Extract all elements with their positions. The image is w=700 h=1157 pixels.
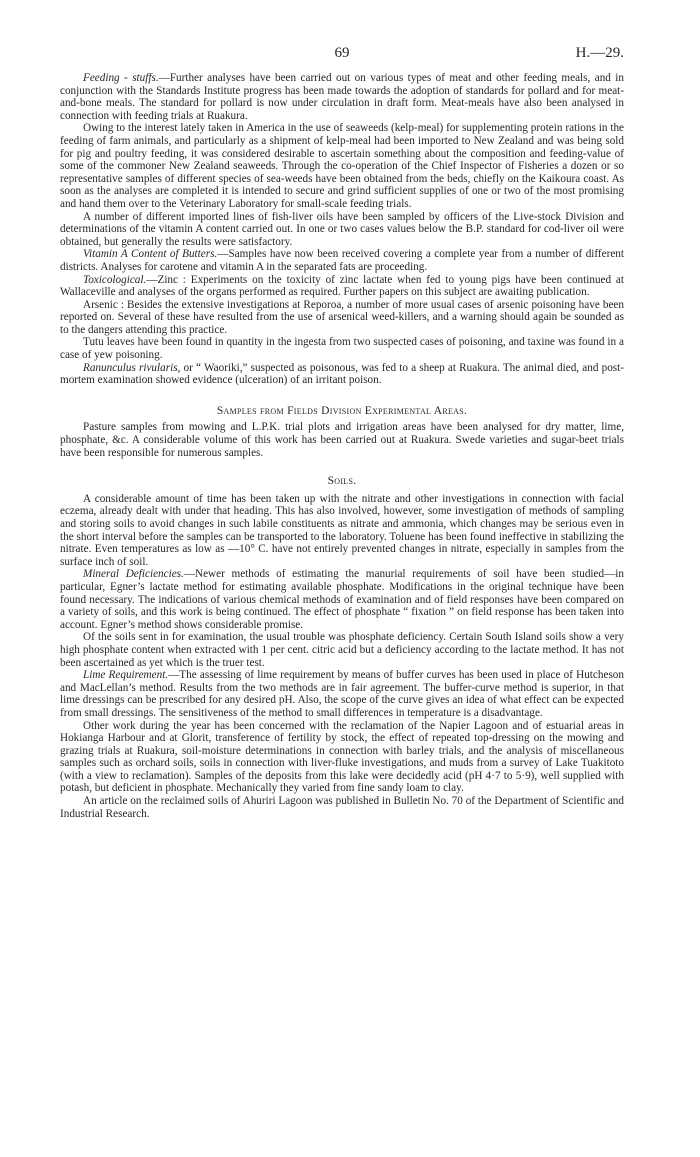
paragraph-text: —Samples have now been received covering a complete year from a number of different districts. Analyses for carotene and vitamin A in the separated fats are proceeding. [60, 248, 625, 273]
paragraph-lead: Ranunculus rivularis, [83, 361, 181, 374]
paragraph-nitrate: A considerable amount of time has been taken up with the nitrate and other investigations in connection with facial eczema, already dealt with under that heading. This has also involved, however, some investigation of methods of sampling and storing soils to avoid changes in such labile constituents as nitrate and ammonia, which changes may be serious even in the short interval before the samples can be transported to the laboratory. Toluene has been found ineffective in stabilizing the nitrate. Even temperatures as low as —10° C. have not entirely prevented changes in nitrate, especially in samples from the surface inch of soil. [60, 492, 624, 568]
paragraph-text: —Further analyses have been carried out on various types of meat and other feeding meals, and in conjunction with the Standards Institute progress has been made towards the adoption of standards for pollard and for meat-and-bone meals. The standard for pollard is now under circulation in draft form. Meat-meals have also been analysed in connection with feeding trials at Ruakura. [60, 72, 624, 122]
page-body [60, 72, 624, 820]
page-number: 69 [334, 45, 350, 61]
paragraph-lead: Toxicological. [83, 273, 147, 286]
section-heading-soils: Soils. [327, 475, 357, 488]
paragraph-text: —Zinc : Experiments on the toxicity of zinc lactate when fed to young pigs have been continued at Wallaceville and analyses of the organs performed as required. Further papers on this subject are awaiting publication. [60, 273, 624, 299]
paragraph-feeding-stuffs [60, 72, 624, 122]
paragraph-pasture-samples: Pasture samples from mowing and L.P.K. trial plots and irrigation areas have been analysed for dry matter, lime, phosphate, &c. A considerable volume of this work has been carried out at Ruakura. Swede varieties and sugar-beet trials have been responsible for numerous samples. [60, 421, 624, 459]
paragraph-tutu: Tutu leaves have been found in quantity in the ingesta from two suspected cases of poisoning, and taxine was found in a case of yew poisoning. [60, 336, 624, 362]
paragraph-ranunculus [60, 362, 624, 387]
paragraph-vitamin-a [60, 248, 624, 273]
page-header [60, 44, 624, 66]
paragraph-lead: Lime Requirement. [83, 669, 169, 682]
paragraph-text: or “ Waoriki,” suspected as poisonous, was fed to a sheep at Ruakura. The animal died, and post-mortem examination showed evidence (ulceration) of an irritant poison. [60, 361, 624, 387]
section-heading-fields-division: Samples from Fields Division Experimental Areas. [216, 404, 468, 417]
paragraph-fish-liver-oils: A number of different imported lines of fish-liver oils have been sampled by officers of the Live-stock Division and determinations of the vitamin A content carried out. In one or two cases values below the B.P. standard for cod-liver oil were obtained, but generally the results were satisfactory. [60, 210, 624, 248]
paragraph-arsenic: Arsenic : Besides the extensive investigations at Reporoa, a number of more usual cases of arsenic poisoning have been reported on. Several of these have resulted from the use of arsenical weed-killers, and a warning should again be sounded as to the dangers attending this practice. [60, 298, 624, 336]
paragraph-seaweeds: Owing to the interest lately taken in America in the use of seaweeds (kelp-meal) for supplementing protein rations in the feeding of farm animals, and particularly as a shipment of kelp-meal had been imported to New Zealand and was being sold for pig and poultry feeding, it was considered desirable to ascertain something about the composition and feeding-value of some of the commoner New Zealand seaweeds. Through the co-operation of the Chief Inspector of Fisheries a dozen or so representative samples of different species of sea-weeds have been obtained from the beds, chiefly on the Kaikoura coast. As soon as the analyses are completed it is intended to secure and grind sufficient supplies of one or two of the most promising and hand them over to the Veterinary Laboratory for small-scale feeding trials. [60, 122, 624, 210]
paragraph-lead: Feeding - stuffs. [83, 72, 159, 84]
paragraph-ahuriri-article: An article on the reclaimed soils of Ahuriri Lagoon was published in Bulletin No. 70 of the Department of Scientific and Industrial Research. [60, 795, 624, 820]
paragraph-toxicological [60, 274, 624, 299]
paragraph-mineral-deficiencies [60, 568, 624, 631]
paragraph-phosphate-deficiency: Of the soils sent in for examination, the usual trouble was phosphate deficiency. Certain South Island soils show a very high phosphate content when extracted with 1 per cent. citric acid but a deficiency according to the lactate method. It has not been ascertained as yet which is the truer test. [60, 631, 624, 669]
paragraph-text: —The assessing of lime requirement by means of buffer curves has been used in place of Hutcheson and MacLellan’s method. Results from the two methods are in fair agreement. The buffer-curve method is superior, in that lime dressings can be prescribed for any desired pH. Also, the scope of the curve gives an idea of what effect can be expected from small dressings. The sensitiveness of the method to small differences in temperature is a disadvantage. [60, 669, 624, 719]
paragraph-other-work: Other work during the year has been concerned with the reclamation of the Napier Lagoon and of estuarial areas in Hokianga Harbour and at Glorit, transference of fertility by stock, the effect of repeated top-dressing on the mowing and grazing trials at Ruakura, soil-moisture determinations in connection with barley trials, and the analysis of miscellaneous samples such as orchard soils, soils in connection with liver-fluke investigations, and muds from a survey of Lake Tuakitoto (with a view to reclamation). Samples of the deposits from this lake were decidedly acid (pH 4·7 to 5·9), well supplied with potash, but deficient in phosphate. Mechanically they varied from fine sandy loam to clay. [60, 719, 624, 795]
paragraph-text: —Newer methods of estimating the manurial requirements of soil have been studied—in particular, Egner’s lactate method for estimating available phosphate. Modifications in the original technique have been found necessary. The indications of various chemical methods of examination and of field responses have been compared on a variety of soils, and this work is being continued. The effect of phosphate “ fixation ” on field response has been taken into account. Egner’s method shows considerable promise. [60, 568, 624, 631]
paragraph-lead: Mineral Deficiencies. [83, 568, 184, 581]
document-reference: H.—29. [575, 45, 624, 61]
paragraph-lime-requirement [60, 669, 624, 719]
paragraph-lead: Vitamin A Content of Butters. [83, 248, 218, 261]
